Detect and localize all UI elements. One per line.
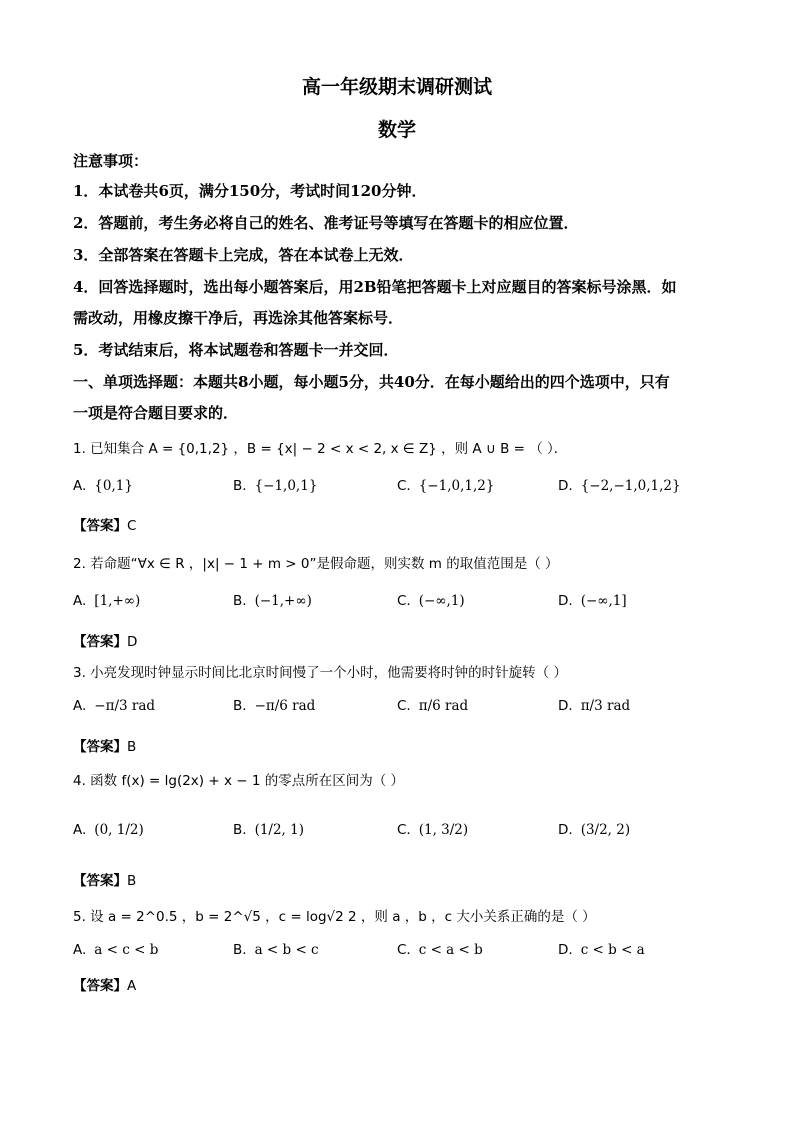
option: B. (1/2, 1) [233, 822, 304, 838]
note-item: 5．考试结束后，将本试题卷和答题卡一并交回． [73, 341, 399, 359]
note-item: 4．回答选择题时，选出每小题答案后，用2B铅笔把答题卡上对应题目的答案标号涂黑．如 [73, 278, 677, 296]
option: B. −π/6 rad [233, 698, 316, 714]
note-item: 3．全部答案在答题卡上完成，答在本试卷上无效． [73, 246, 414, 264]
note-item: 2．答题前，考生务必将自己的姓名、准考证号等填写在答题卡的相应位置． [73, 214, 579, 232]
option: C. (−∞,1) [397, 593, 465, 609]
notes-header: 注意事项： [73, 152, 149, 170]
option: B. {−1,0,1} [233, 478, 318, 494]
subject-title: 数学 [377, 119, 416, 141]
question-stem: 5. 设 a = 2^0.5 ，b = 2^√5 ，c = log√2 2 ，则 a ，b ，c 大小关系正确的是（ ） [73, 909, 596, 925]
option: A. −π/3 rad [73, 698, 156, 714]
note-item: 需改动，用橡皮擦干净后，再选涂其他答案标号． [73, 309, 404, 327]
note-item: 1．本试卷共6页，满分150分，考试时间120分钟． [73, 182, 427, 200]
question-stem: 3. 小亮发现时钟显示时间比北京时间慢了一个小时，他需要将时钟的时针旋转（ ） [73, 665, 567, 681]
question-stem: 4. 函数 f(x) = lg(2x) + x − 1 的零点所在区间为（ ） [73, 773, 405, 789]
exam-title: 高一年级期末调研测试 [301, 76, 492, 98]
option: D. (−∞,1] [558, 593, 627, 609]
option: D. {−2,−1,0,1,2} [558, 478, 681, 494]
section-heading: 一、单项选择题：本题共8小题，每小题5分，共40分．在每小题给出的四个选项中，只有 [73, 373, 670, 391]
option: C. π/6 rad [397, 698, 469, 714]
question-stem: 1. 已知集合 A = {0,1,2} ，B = {x| − 2 < x < 2, x ∈ Z} ，则 A ∪ B = （ ）． [73, 441, 568, 457]
answer-line: 【答案】D [73, 634, 138, 650]
option: D. π/3 rad [558, 698, 631, 714]
option: C. {−1,0,1,2} [397, 478, 495, 494]
answer-line: 【答案】B [73, 739, 137, 755]
option: D. c < b < a [558, 942, 645, 958]
answer-line: 【答案】C [73, 518, 137, 534]
option: C. c < a < b [397, 942, 483, 958]
question-stem: 2. 若命题“∀x ∈ R ，|x| − 1 + m > 0”是假命题，则实数 m 的取值范围是（ ） [73, 556, 559, 572]
option: A. a < c < b [73, 942, 159, 958]
option: B. (−1,+∞) [233, 593, 312, 609]
answer-line: 【答案】B [73, 873, 137, 889]
option: A. [1,+∞) [73, 593, 141, 609]
option: A. {0,1} [73, 478, 133, 494]
option: B. a < b < c [233, 942, 319, 958]
option: A. (0, 1/2) [73, 822, 144, 838]
answer-line: 【答案】A [73, 978, 137, 994]
section-heading: 一项是符合题目要求的． [73, 404, 239, 422]
option: D. (3/2, 2) [558, 822, 631, 838]
option: C. (1, 3/2) [397, 822, 469, 838]
